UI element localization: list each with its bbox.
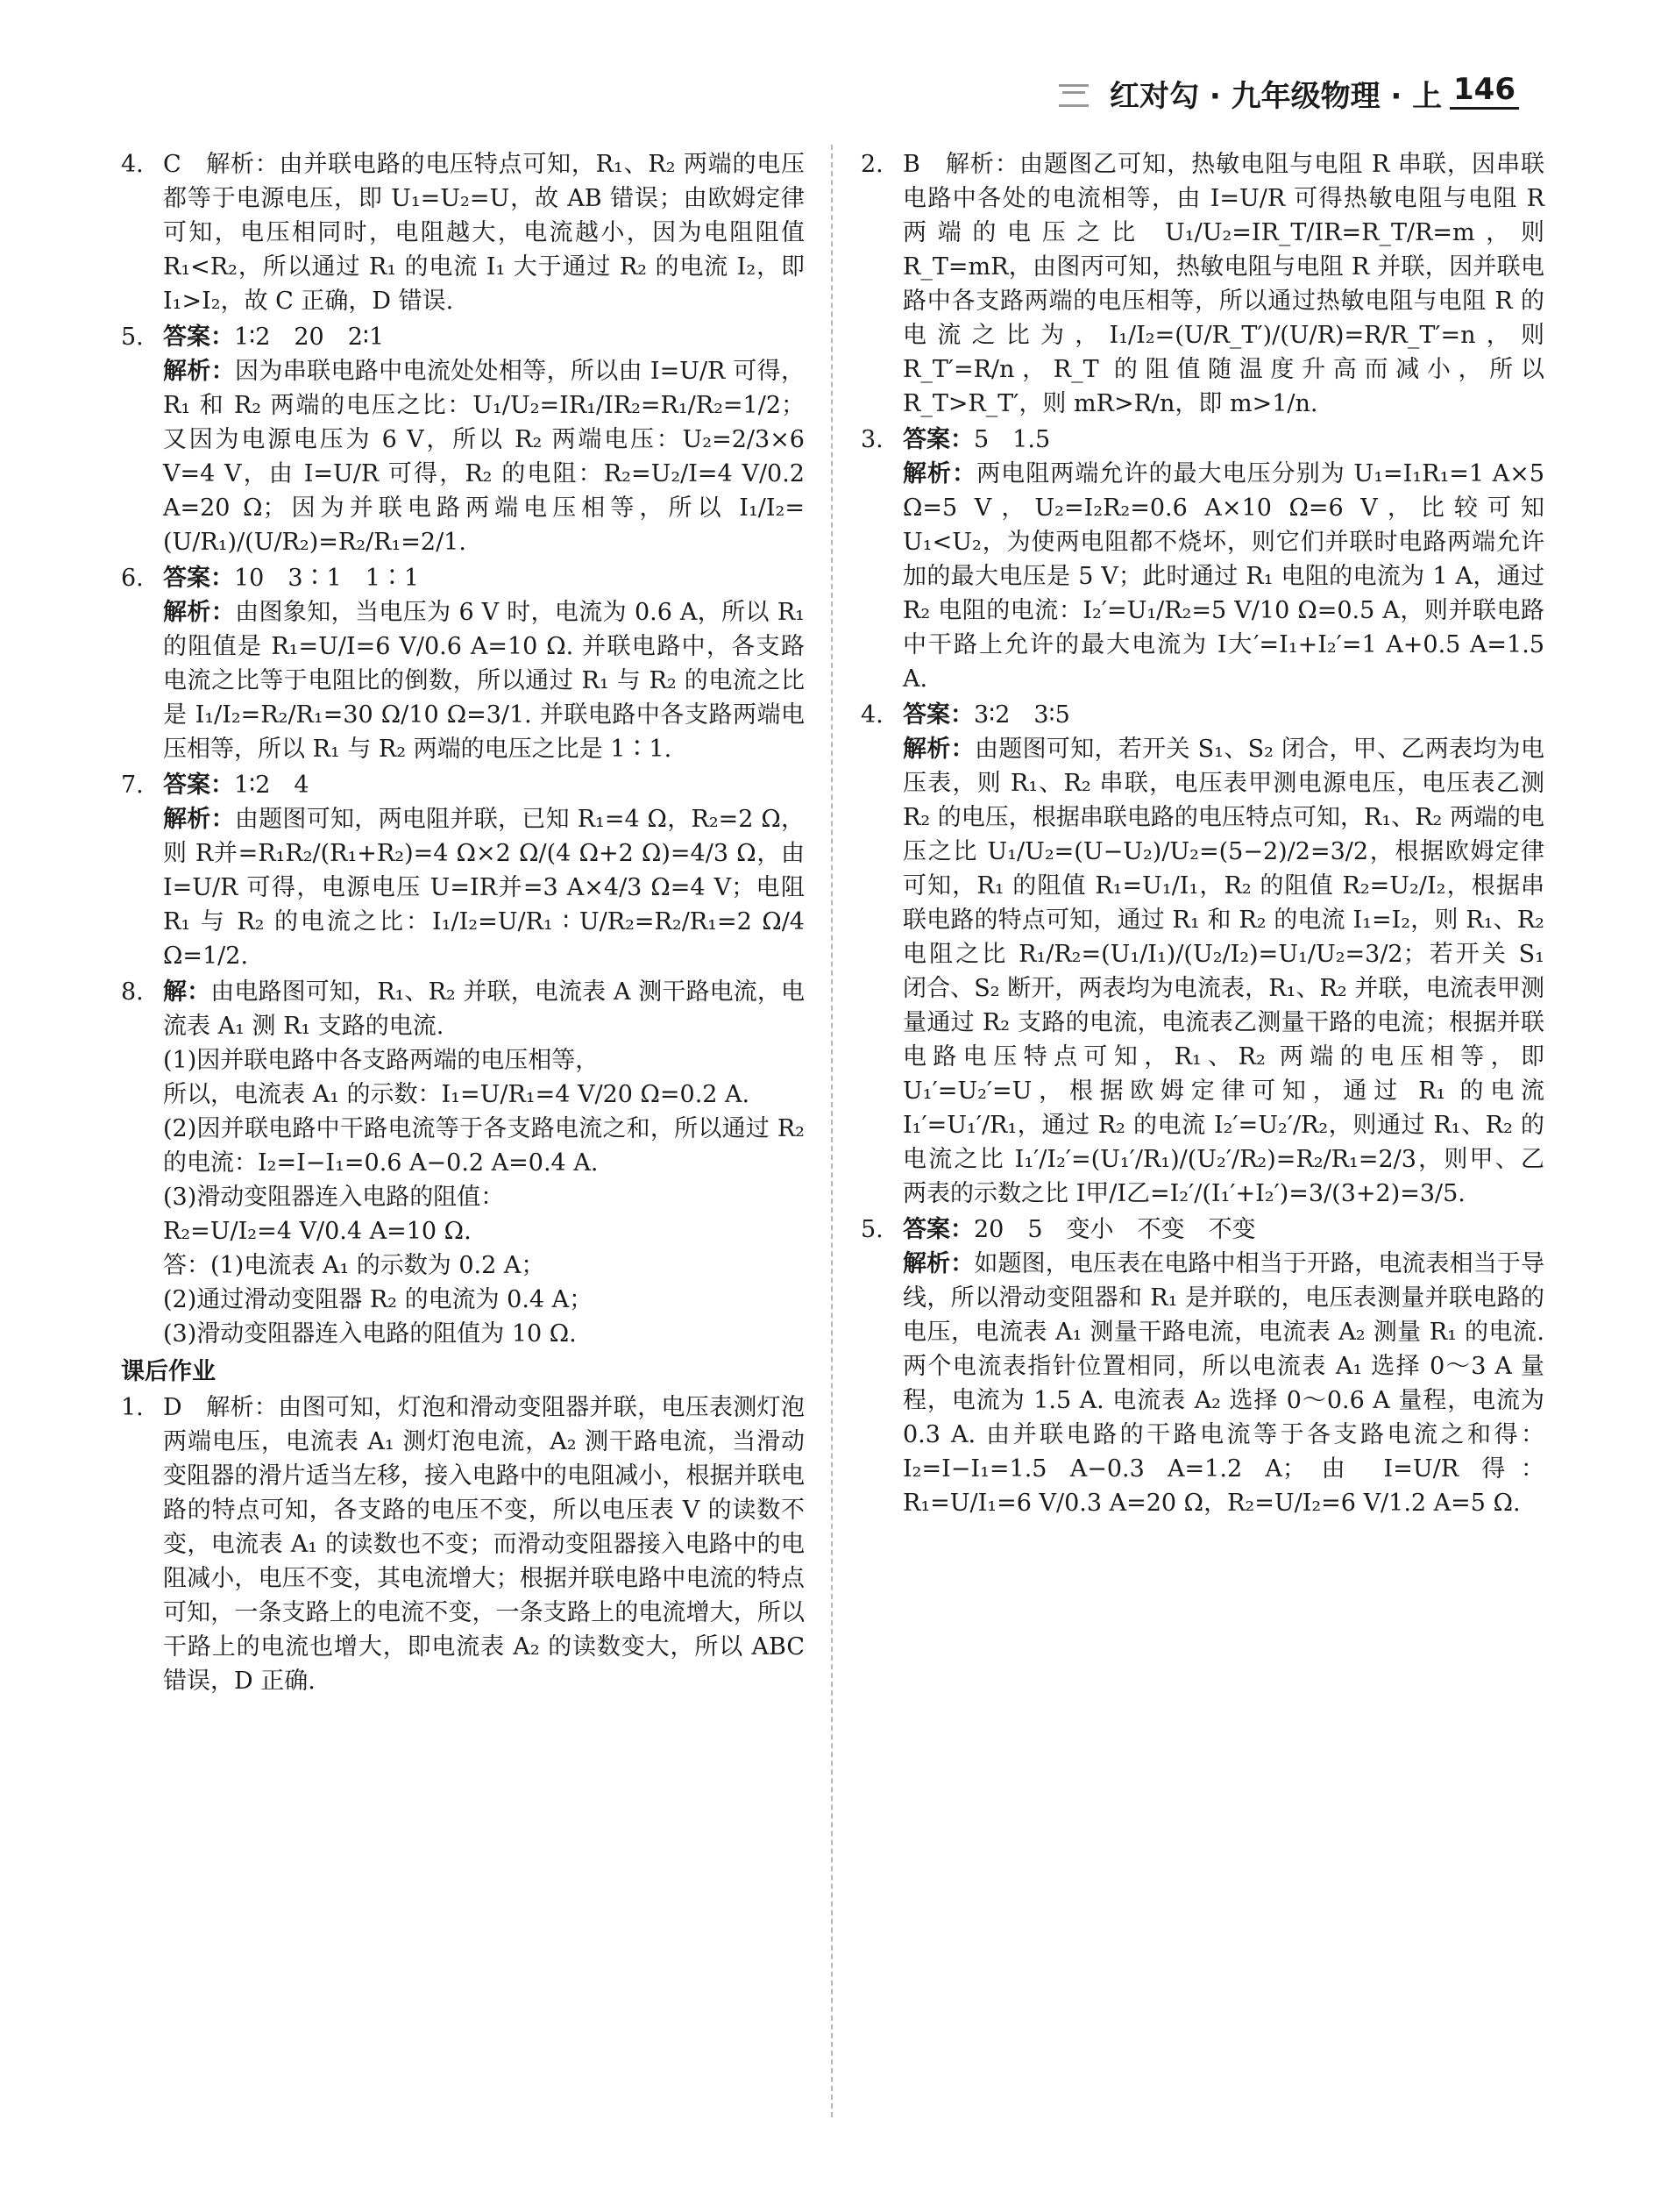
page-number: 146 <box>1450 72 1519 110</box>
homework-item-3 <box>861 423 1544 696</box>
column-divider <box>831 145 833 2117</box>
item-number: 7. <box>121 772 144 799</box>
analysis-label: 解析： <box>163 358 236 385</box>
item-text: D 解析：由图可知，灯泡和滑动变阻器并联，电压表测灯泡两端电压，电流表 A₁ 测灯泡电流，A₂ 测干路电流，当滑动变阻器的滑片适当左移，接入电路中的电阻减小，根据并联电路的特点可知，各支路的电压不变，所以电压表 V 的读数不变，电流表 A₁ 的读数也不变；而滑动变阻器接入电路中的电阻减小，电压不变，其电流增大；根据并联电路中电流的特点可知，一条支路上的电流不变，一条支路上的电流增大，所以干路上的电流也增大，即电流表 A₂ 的读数变大，所以 ABC 错误，D 正确. <box>163 1394 805 1695</box>
homework-item-2 <box>861 147 1544 421</box>
answer-label: 答案： <box>163 565 234 592</box>
solution-line: 由电路图可知，R₁、R₂ 并联，电流表 A 测干路电流，电流表 A₁ 测 R₁ 支路的电流. <box>163 978 805 1040</box>
item-number: 6. <box>121 565 144 592</box>
analysis-text: 两电阻两端允许的最大电压分别为 U₁=I₁R₁=1 A×5 Ω=5 V，U₂=I₂R₂=0.6 A×10 Ω=6 V，比较可知 U₁<U₂，为使两电阻都不烧坏，则它们并联时电路两端允许加的最大电压是 5 V；此时通过 R₁ 电阻的电流为 1 A，通过 R₂ 电阻的电流：I₂′=U₁/R₂=5 V/10 Ω=0.5 A，则并联电路中干路上允许的最大电流为 I大′=I₁+I₂′=1 A+0.5 A=1.5 A. <box>903 460 1545 693</box>
item-number: 5. <box>861 1216 884 1243</box>
item-number: 5. <box>121 324 144 351</box>
analysis-label: 解析： <box>903 736 975 763</box>
section-heading: 课后作业 <box>121 1358 216 1385</box>
answer-value: 20 5 变小 不变 不变 <box>974 1216 1256 1243</box>
solution-label: 解： <box>163 978 211 1006</box>
answer-value: 1∶2 4 <box>234 772 309 799</box>
answer-item-4 <box>121 147 805 318</box>
solution-line: (2)通过滑动变阻器 R₂ 的电流为 0.4 A； <box>163 1286 593 1313</box>
solution-line: (3)滑动变阻器连入电路的阻值： <box>163 1184 505 1211</box>
answer-item-6 <box>121 561 805 766</box>
analysis-label: 解析： <box>903 460 977 487</box>
solution-line: (3)滑动变阻器连入电路的阻值为 10 Ω. <box>163 1320 577 1348</box>
book-title: 红对勾 · 九年级物理 · 上 <box>1110 79 1443 114</box>
answer-label: 答案： <box>903 1216 974 1243</box>
item-number: 8. <box>121 978 144 1006</box>
answer-value: 1∶2 20 2∶1 <box>234 324 385 351</box>
item-number: 4. <box>121 151 144 178</box>
solution-line: 所以，电流表 A₁ 的示数：I₁=U/R₁=4 V/20 Ω=0.2 A. <box>163 1081 750 1108</box>
item-number: 3. <box>861 426 884 453</box>
analysis-text: 如题图，电压表在电路中相当于开路，电流表相当于导线，所以滑动变阻器和 R₁ 是并联的，电压表测量并联电路的电压，电流表 A₁ 测量干路电流，电流表 A₂ 测量 R₁ 的电流. 两个电流表指针位置相同，所以电流表 A₁ 选择 0～3 A 量程，电流为 1.5 A. 电流表 A₂ 选择 0～0.6 A 量程，电流为 0.3 A. 由并联电路的干路电流等于各支路电流之和得：I₂=I−I₁=1.5 A−0.3 A=1.2 A；由 I=U/R 得：R₁=U/I₁=6 V/0.3 A=20 Ω，R₂=U/I₂=6 V/1.2 A=5 Ω. <box>903 1250 1545 1517</box>
answer-value: 10 3∶1 1∶1 <box>234 565 420 592</box>
solution-line: 答：(1)电流表 A₁ 的示数为 0.2 A； <box>163 1252 545 1279</box>
answer-value: 5 1.5 <box>974 426 1051 453</box>
analysis-text: 因为串联电路中电流处处相等，所以由 I=U/R 可得，R₁ 和 R₂ 两端的电压之比：U₁/U₂=IR₁/IR₂=R₁/R₂=1/2；又因为电源电压为 6 V，所以 R₂ 两端电压：U₂=2/3×6 V=4 V，由 I=U/R 可得，R₂ 的电阻：R₂=U₂/I=4 V/0.2 A=20 Ω；因为并联电路两端电压相等，所以 I₁/I₂=(U/R₁)/(U/R₂)=R₂/R₁=2/1. <box>163 358 805 556</box>
analysis-label: 解析： <box>163 599 236 626</box>
answer-item-8 <box>121 975 805 1351</box>
answer-label: 答案： <box>163 772 234 799</box>
homework-item-5 <box>861 1213 1544 1520</box>
analysis-label: 解析： <box>903 1250 975 1277</box>
item-number: 2. <box>861 151 884 178</box>
item-text: B 解析：由题图乙可知，热敏电阻与电阻 R 串联，因串联电路中各处的电流相等，由 I=U/R 可得热敏电阻与电阻 R 两端的电压之比 U₁/U₂=IR_T/IR=R_T/R=m，则 R_T=mR，由图丙可知，热敏电阻与电阻 R 并联，因并联电路中各支路两端的电压相等，所以通过热敏电阻与电阻 R 的电流之比为，I₁/I₂=(U/R_T′)/(U/R)=R/R_T′=n，则 R_T′=R/n，R_T 的阻值随温度升高而减小，所以 R_T>R_T′，则 mR>R/n，即 m>1/n. <box>903 151 1544 417</box>
right-column <box>861 147 1544 1522</box>
solution-line: (2)因并联电路中干路电流等于各支路电流之和，所以通过 R₂ 的电流：I₂=I−I₁=0.6 A−0.2 A=0.4 A. <box>163 1115 805 1177</box>
analysis-text: 由图象知，当电压为 6 V 时，电流为 0.6 A，所以 R₁ 的阻值是 R₁=U/I=6 V/0.6 A=10 Ω. 并联电路中，各支路电流之比等于电阻比的倒数，所以通过 R₁ 与 R₂ 的电流之比是 I₁/I₂=R₂/R₁=30 Ω/10 Ω=3/1. 并联电路中各支路两端电压相等，所以 R₁ 与 R₂ 两端的电压之比是 1∶1. <box>163 599 805 763</box>
homework-item-4 <box>861 698 1544 1211</box>
left-column <box>121 147 805 1700</box>
solution-line: (1)因并联电路中各支路两端的电压相等， <box>163 1047 600 1074</box>
item-number: 1. <box>121 1394 144 1421</box>
answer-value: 3∶2 3∶5 <box>974 701 1070 729</box>
answer-label: 答案： <box>163 324 234 351</box>
analysis-text: 由题图可知，两电阻并联，已知 R₁=4 Ω，R₂=2 Ω，则 R并=R₁R₂/(R₁+R₂)=4 Ω×2 Ω/(4 Ω+2 Ω)=4/3 Ω，由 I=U/R 可得，电源电压 U=IR并=3 A×4/3 Ω=4 V；电阻 R₁ 与 R₂ 的电流之比：I₁/I₂=U/R₁ ∶ U/R₂=R₂/R₁=2 Ω/4 Ω=1/2. <box>163 806 805 970</box>
analysis-text: 由题图可知，若开关 S₁、S₂ 闭合，甲、乙两表均为电压表，则 R₁、R₂ 串联，电压表甲测电源电压，电压表乙测 R₂ 的电压，根据串联电路的电压特点可知，R₁、R₂ 两端的电压之比 U₁/U₂=(U−U₂)/U₂=(5−2)/2=3/2，根据欧姆定律可知，R₁ 的阻值 R₁=U₁/I₁，R₂ 的阻值 R₂=U₂/I₂，根据串联电路的特点可知，通过 R₁ 和 R₂ 的电流 I₁=I₂，则 R₁、R₂ 电阻之比 R₁/R₂=(U₁/I₁)/(U₂/I₂)=U₁/U₂=3/2；若开关 S₁ 闭合、S₂ 断开，两表均为电流表，R₁、R₂ 并联，电流表甲测量通过 R₂ 支路的电流，电流表乙测量干路的电流；根据并联电路电压特点可知，R₁、R₂ 两端的电压相等，即 U₁′=U₂′=U，根据欧姆定律可知，通过 R₁ 的电流 I₁′=U₁′/R₁，通过 R₂ 的电流 I₂′=U₂′/R₂，则通过 R₁、R₂ 的电流之比 I₁′/I₂′=(U₁′/R₁)/(U₂′/R₂)=R₂/R₁=2/3，则甲、乙两表的示数之比 I甲/I乙=I₂′/(I₁′+I₂′)=3/(3+2)=3/5. <box>903 736 1545 1207</box>
answer-item-7 <box>121 768 805 973</box>
page-header <box>1034 68 1525 121</box>
item-text: C 解析：由并联电路的电压特点可知，R₁、R₂ 两端的电压都等于电源电压，即 U₁=U₂=U，故 AB 错误；由欧姆定律可知，电压相同时，电阻越大，电流越小，因为电阻阻值 R₁<R₂，所以通过 R₁ 的电流 I₁ 大于通过 R₂ 的电流 I₂，即 I₁>I₂，故 C 正确，D 错误. <box>163 151 805 315</box>
solution-line: R₂=U/I₂=4 V/0.4 A=10 Ω. <box>163 1218 472 1245</box>
answer-item-5 <box>121 320 805 559</box>
answer-label: 答案： <box>903 426 974 453</box>
answer-label: 答案： <box>903 701 974 729</box>
analysis-label: 解析： <box>163 806 235 833</box>
homework-item-1 <box>121 1391 805 1698</box>
book-logo-icon <box>1059 84 1089 107</box>
item-number: 4. <box>861 701 884 729</box>
